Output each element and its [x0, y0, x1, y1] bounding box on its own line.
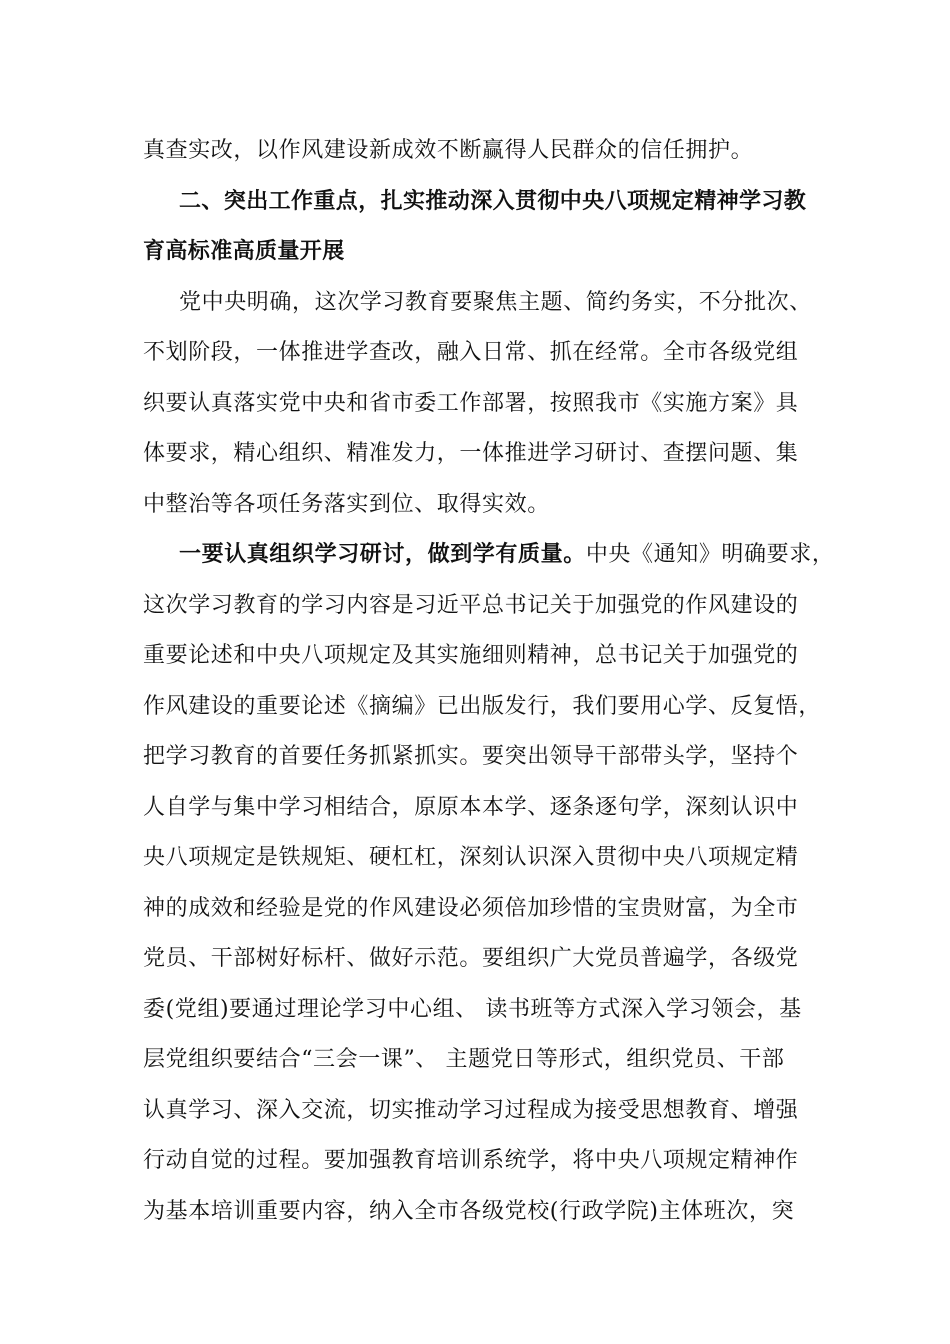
- paragraph-2-lead: 一要认真组织学习研讨，做到学有质量。: [179, 542, 586, 567]
- section-heading-line-1: 二、突出工作重点，扎实推动深入贯彻中央八项规定精神学习教: [179, 188, 807, 214]
- paragraph-1-line: 体要求，精心组织、精准发力，一体推进学习研讨、查摆问题、集: [143, 441, 799, 466]
- paragraph-2-line: 行动自觉的过程。要加强教育培训系统学，将中央八项规定精神作: [143, 1148, 799, 1173]
- paragraph-1: [143, 278, 823, 531]
- continuation-line: 真查实改，以作风建设新成效不断赢得人民群众的信任拥护。: [143, 138, 754, 163]
- paragraph-2-line: 把学习教育的首要任务抓紧抓实。要突出领导干部带头学，坚持个: [143, 744, 799, 769]
- paragraph-2-line: 人自学与集中学习相结合，原原本本学、逐条逐句学，深刻认识中: [143, 794, 799, 820]
- paragraph-1-line: 织要认真落实党中央和省市委工作部署，按照我市《实施方案》具: [143, 390, 799, 416]
- paragraph-1-line: 党中央明确，这次学习教育要聚焦主题、简约务实，不分批次、: [179, 289, 812, 315]
- paragraph-2-line: 委(党组)要通过理论学习中心组、 读书班等方式深入学习领会，基: [143, 996, 802, 1022]
- paragraph-2-line: 党员、干部树好标杆、做好示范。要组织广大党员普遍学，各级党: [143, 946, 799, 971]
- paragraph-2-line: 这次学习教育的学习内容是习近平总书记关于加强党的作风建设的: [143, 592, 799, 618]
- paragraph-1-line: 中整治等各项任务落实到位、取得实效。: [143, 491, 550, 517]
- paragraph-2-line: 认真学习、深入交流，切实推动学习过程成为接受思想教育、增强: [143, 1097, 799, 1123]
- paragraph-2-line: 神的成效和经验是党的作风建设必须倍加珍惜的宝贵财富，为全市: [143, 895, 799, 921]
- paragraph-2-line: 重要论述和中央八项规定及其实施细则精神，总书记关于加强党的: [143, 643, 799, 668]
- paragraph-2-line: 层党组织要结合“三会一课”、 主题党日等形式，组织党员、干部: [143, 1047, 785, 1072]
- paragraph-2-first-line-rest: 中央《通知》明确要求，: [585, 542, 835, 567]
- paragraph-2: [143, 530, 835, 1237]
- paragraph-2-line: 作风建设的重要论述《摘编》已出版发行，我们要用心学、反复悟，: [143, 693, 822, 719]
- paragraph-2-line: 央八项规定是铁规矩、硬杠杠，深刻认识深入贯彻中央八项规定精: [143, 845, 799, 870]
- paragraph-2-first-line: [143, 530, 835, 581]
- section-heading-line-2: 育高标准高质量开展: [143, 239, 345, 264]
- paragraph-2-line: 为基本培训重要内容，纳入全市各级党校(行政学院)主体班次，突: [143, 1198, 795, 1224]
- document-body: [143, 126, 835, 1237]
- paragraph-1-line: 不划阶段，一体推进学查改，融入日常、抓在经常。全市各级党组: [143, 340, 799, 365]
